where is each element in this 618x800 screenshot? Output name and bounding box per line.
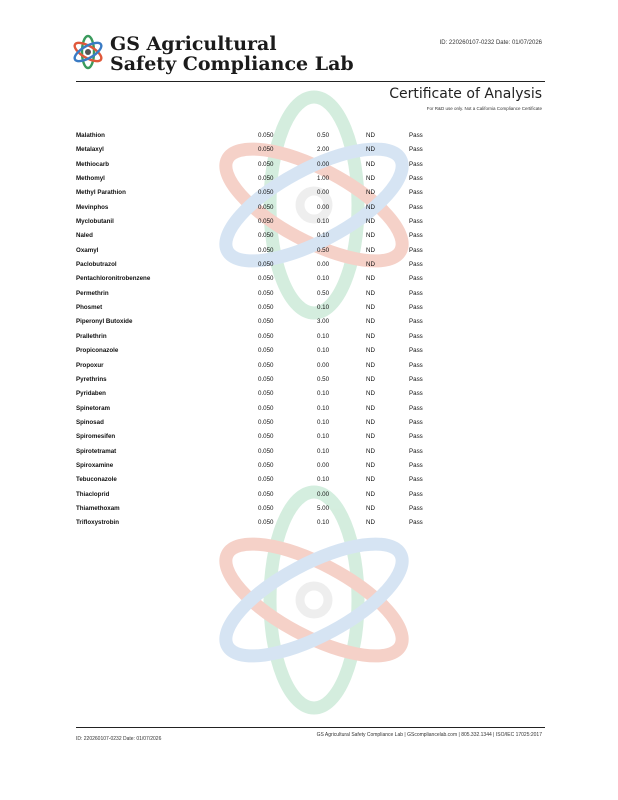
result-value: ND: [366, 433, 375, 441]
lod-value: 0.050: [258, 390, 274, 398]
result-value: ND: [366, 132, 375, 139]
result-value: ND: [366, 390, 375, 398]
lod-value: 0.050: [258, 132, 274, 139]
status-value: Pass: [409, 304, 423, 312]
analyte-name: Piperonyl Butoxide: [76, 318, 133, 326]
brand-line-2: Safety Compliance Lab: [110, 53, 354, 75]
status-value: Pass: [409, 361, 423, 369]
status-value: Pass: [409, 218, 423, 226]
analyte-name: Methomyl: [76, 175, 105, 183]
lod-value: 0.050: [258, 304, 274, 312]
analyte-name: Paclobutrazol: [76, 261, 117, 269]
header-divider: [76, 81, 545, 82]
status-value: Pass: [409, 476, 423, 484]
status-value: Pass: [409, 289, 423, 297]
status-value: Pass: [409, 490, 423, 498]
limit-value: 0.10: [317, 218, 330, 226]
status-value: Pass: [409, 433, 423, 441]
lod-value: 0.050: [258, 519, 274, 527]
status-value: Pass: [409, 261, 423, 269]
result-value: ND: [366, 232, 375, 240]
table-row: [76, 460, 456, 474]
status-value: Pass: [409, 390, 423, 398]
status-value: Pass: [409, 461, 423, 469]
table-row: [76, 474, 456, 488]
lod-value: 0.050: [258, 332, 274, 340]
lod-value: 0.050: [258, 232, 274, 240]
analyte-name: Metalaxyl: [76, 146, 104, 154]
table-row: [76, 446, 456, 460]
footer-contact: GS Agricultural Safety Compliance Lab | GScompliancelab.com | 805.332.1344 | ISO/IEC 17025:2017: [316, 732, 542, 738]
lod-value: 0.050: [258, 318, 274, 326]
lod-value: 0.050: [258, 175, 274, 183]
header-id-date: ID: 220260107-0232 Date: 01/07/2026: [439, 40, 542, 46]
limit-value: 2.00: [317, 146, 330, 154]
result-value: ND: [366, 404, 375, 412]
result-value: ND: [366, 160, 375, 168]
table-row: [76, 431, 456, 445]
limit-value: 0.50: [317, 289, 330, 297]
status-value: Pass: [409, 418, 423, 426]
limit-value: 0.10: [317, 347, 330, 355]
table-row: [76, 417, 456, 431]
lod-value: 0.050: [258, 160, 274, 168]
table-row: [76, 173, 456, 187]
limit-value: 5.00: [317, 504, 330, 512]
result-value: ND: [366, 519, 375, 527]
lod-value: 0.050: [258, 476, 274, 484]
table-row: [76, 374, 456, 388]
analyte-name: Methiocarb: [76, 160, 110, 168]
analyte-name: Spinosad: [76, 418, 104, 426]
lod-value: 0.050: [258, 189, 274, 197]
analyte-name: Phosmet: [76, 304, 103, 312]
status-value: Pass: [409, 519, 423, 527]
status-value: Pass: [409, 275, 423, 283]
status-value: Pass: [409, 189, 423, 197]
table-row: [76, 403, 456, 417]
lod-value: 0.050: [258, 361, 274, 369]
lod-value: 0.050: [258, 289, 274, 297]
table-row: [76, 388, 456, 402]
result-value: ND: [366, 504, 375, 512]
table-row: [76, 245, 456, 259]
status-value: Pass: [409, 246, 423, 254]
analyte-name: Spinetoram: [76, 404, 111, 412]
table-row: [76, 187, 456, 201]
analyte-name: Tebuconazole: [76, 476, 117, 484]
analyte-name: Trifloxystrobin: [76, 519, 119, 527]
lod-value: 0.050: [258, 246, 274, 254]
limit-value: 0.50: [317, 132, 330, 139]
lod-value: 0.050: [258, 146, 274, 154]
limit-value: 0.10: [317, 232, 330, 240]
status-value: Pass: [409, 132, 423, 139]
table-row: [76, 345, 456, 359]
lod-value: 0.050: [258, 203, 274, 211]
table-row: [76, 316, 456, 330]
analyte-name: Pyrethrins: [76, 375, 107, 383]
limit-value: 0.10: [317, 275, 330, 283]
status-value: Pass: [409, 347, 423, 355]
table-row: [76, 288, 456, 302]
limit-value: 0.10: [317, 390, 330, 398]
result-value: ND: [366, 332, 375, 340]
table-row: [76, 259, 456, 273]
result-value: ND: [366, 447, 375, 455]
limit-value: 0.00: [317, 361, 330, 369]
lod-value: 0.050: [258, 418, 274, 426]
limit-value: 0.10: [317, 433, 330, 441]
result-value: ND: [366, 304, 375, 312]
result-value: ND: [366, 275, 375, 283]
limit-value: 0.00: [317, 203, 330, 211]
result-value: ND: [366, 461, 375, 469]
limit-value: 0.10: [317, 447, 330, 455]
analyte-name: Malathion: [76, 132, 105, 139]
result-value: ND: [366, 246, 375, 254]
table-row: [76, 202, 456, 216]
analyte-name: Spirotetramat: [76, 447, 117, 455]
result-value: ND: [366, 347, 375, 355]
lod-value: 0.050: [258, 461, 274, 469]
result-value: ND: [366, 189, 375, 197]
result-value: ND: [366, 361, 375, 369]
status-value: Pass: [409, 175, 423, 183]
table-row: [76, 489, 456, 503]
footer-divider: [76, 727, 545, 728]
result-value: ND: [366, 203, 375, 211]
limit-value: 0.00: [317, 160, 330, 168]
analyte-name: Propiconazole: [76, 347, 119, 355]
table-row: [76, 302, 456, 316]
analyte-name: Thiacloprid: [76, 490, 110, 498]
table-row: [76, 130, 456, 144]
page-subtitle: For R&D use only. Not a California Compliance Certificate: [426, 106, 542, 111]
result-value: ND: [366, 261, 375, 269]
lod-value: 0.050: [258, 347, 274, 355]
limit-value: 0.00: [317, 261, 330, 269]
analyte-name: Thiamethoxam: [76, 504, 120, 512]
analyte-name: Mevinphos: [76, 203, 109, 211]
table-row: [76, 503, 456, 517]
result-value: ND: [366, 375, 375, 383]
result-value: ND: [366, 418, 375, 426]
brand-name: [110, 34, 354, 74]
lod-value: 0.050: [258, 275, 274, 283]
status-value: Pass: [409, 404, 423, 412]
status-value: Pass: [409, 232, 423, 240]
limit-value: 3.00: [317, 318, 330, 326]
limit-value: 1.00: [317, 175, 330, 183]
analyte-name: Naled: [76, 232, 93, 240]
table-row: [76, 331, 456, 345]
analyte-name: Methyl Parathion: [76, 189, 126, 197]
status-value: Pass: [409, 504, 423, 512]
analyte-name: Pyridaben: [76, 390, 106, 398]
table-row: [76, 360, 456, 374]
table-row: [76, 230, 456, 244]
limit-value: 0.10: [317, 332, 330, 340]
table-row: [76, 517, 456, 531]
table-row: [76, 216, 456, 230]
result-value: ND: [366, 318, 375, 326]
status-value: Pass: [409, 318, 423, 326]
limit-value: 0.50: [317, 246, 330, 254]
limit-value: 0.50: [317, 375, 330, 383]
limit-value: 0.10: [317, 418, 330, 426]
lod-value: 0.050: [258, 433, 274, 441]
analyte-name: Permethrin: [76, 289, 109, 297]
result-value: ND: [366, 175, 375, 183]
lod-value: 0.050: [258, 375, 274, 383]
page-title: Certificate of Analysis: [389, 86, 542, 102]
status-value: Pass: [409, 332, 423, 340]
table-row: [76, 273, 456, 287]
limit-value: 0.10: [317, 304, 330, 312]
limit-value: 0.00: [317, 189, 330, 197]
table-row: [76, 144, 456, 158]
lod-value: 0.050: [258, 504, 274, 512]
analyte-name: Pentachloronitrobenzene: [76, 275, 151, 283]
analyte-name: Oxamyl: [76, 246, 99, 254]
result-value: ND: [366, 476, 375, 484]
footer-id-date: ID: 220260107-0232 Date: 01/07/2026: [76, 736, 162, 742]
analyte-name: Spiroxamine: [76, 461, 114, 469]
lod-value: 0.050: [258, 490, 274, 498]
atom-logo-icon: [70, 34, 106, 70]
status-value: Pass: [409, 203, 423, 211]
result-value: ND: [366, 218, 375, 226]
lod-value: 0.050: [258, 404, 274, 412]
status-value: Pass: [409, 447, 423, 455]
results-table: [76, 130, 456, 532]
lod-value: 0.050: [258, 447, 274, 455]
limit-value: 0.10: [317, 519, 330, 527]
limit-value: 0.10: [317, 476, 330, 484]
result-value: ND: [366, 146, 375, 154]
brand-line-1: GS Agricultural: [110, 33, 277, 55]
limit-value: 0.00: [317, 490, 330, 498]
lod-value: 0.050: [258, 261, 274, 269]
result-value: ND: [366, 289, 375, 297]
status-value: Pass: [409, 146, 423, 154]
analyte-name: Propoxur: [76, 361, 104, 369]
lod-value: 0.050: [258, 218, 274, 226]
limit-value: 0.10: [317, 404, 330, 412]
status-value: Pass: [409, 160, 423, 168]
limit-value: 0.00: [317, 461, 330, 469]
table-row: [76, 159, 456, 173]
analyte-name: Prallethrin: [76, 332, 107, 340]
result-value: ND: [366, 490, 375, 498]
analyte-name: Spiromesifen: [76, 433, 116, 441]
status-value: Pass: [409, 375, 423, 383]
analyte-name: Myclobutanil: [76, 218, 114, 226]
